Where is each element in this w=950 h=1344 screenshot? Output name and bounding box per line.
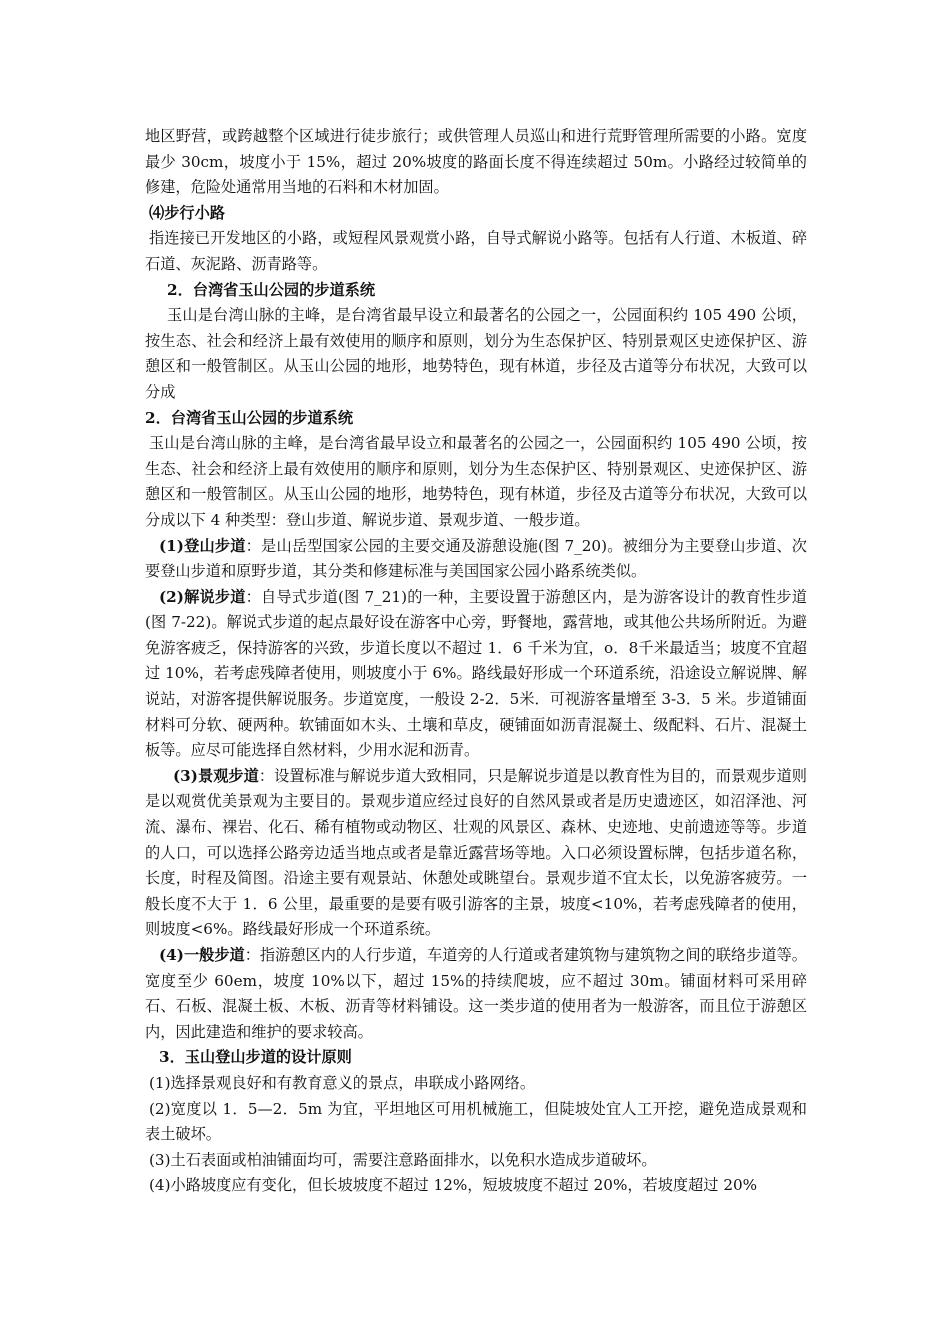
heading-yushan-trail-system-repeat: 2．台湾省玉山公园的步道系统 <box>145 408 354 427</box>
text-mountain-trail: ：是山岳型国家公园的主要交通及游憩设施(图 7_20)。被细分为主要登山步道、次要登山步道和原野步道，其分类和修建标准与美国国家公园小路系统类似。 <box>145 536 807 581</box>
heading-design-principles: 3．玉山登山步道的设计原则 <box>159 1048 352 1067</box>
paragraph-yushan-intro: 玉山是台湾山脉的主峰，是台湾省最早设立和最著名的公园之一，公园面积约 105 490 公顷，按生态、社会和经济上最有效使用的顺序和原则，划分为生态保护区、特别景观区史迹保护区、游憩区和一般管制区。从玉山公园的地形，地势特色，现有林道，步径及古道等分布状况，大致可以分成 <box>145 306 807 401</box>
paragraph-principle-1: (1)选择景观良好和有教育意义的景点，串联成小路网络。 <box>149 1073 536 1092</box>
paragraph-walking-trail-desc: 指连接已开发地区的小路，或短程风景观赏小路，自导式解说小路等。包括有人行道、木板道、碎石道、灰泥路、沥青路等。 <box>145 229 807 273</box>
paragraph-interpretive-trail <box>145 585 807 764</box>
text-scenic-trail: ：设置标准与解说步道大致相同，只是解说步道是以教育性为目的，而景观步道则是以观赏优美景观为主要目的。景观步道应经过良好的自然风景或者是历史遗迹区，如沼泽池、河流、瀑布、裸岩、化石、稀有植物或动物区、壮观的风景区、森林、史迹地、史前遗迹等等。步道的人口，可以选择公路旁边适当地点或者是靠近露营场等地。入口必须设置标牌，包括步道名称，长度，时程及简图。沿途主要有观景站、休憩处或眺望台。景观步道不宜太长，以免游客疲劳。一般长度不大于 1．6 公里，最重要的是要有吸引游客的主景，坡度<10%，若考虑残障者的使用，则坡度<6%。路线最好形成一个环道系统。 <box>145 766 807 939</box>
term-general-trail: (4)一般步道 <box>159 946 245 964</box>
paragraph-mountain-trail <box>145 534 807 585</box>
paragraph-general-trail <box>145 943 807 1045</box>
paragraph-wilderness-trail-desc: 地区野营，或跨越整个区域进行徒步旅行；或供管理人员巡山和进行荒野管理所需要的小路。宽度最少 30cm，坡度小于 15%，超过 20%坡度的路面长度不得连续超过 50m。小路经过较简单的修建，危险处通常用当地的石料和木材加固。 <box>145 127 807 197</box>
paragraph-yushan-intro-full: 玉山是台湾山脉的主峰，是台湾省最早设立和最著名的公园之一，公园面积约 105 490 公顷，按生态、社会和经济上最有效使用的顺序和原则，划分为生态保护区、特别景观区、史迹保护区、游憩区和一般管制区。从玉山公园的地形，地势特色，现有林道，步径及古道等分布状况，大致可以分成以下 4 种类型：登山步道、解说步道、景观步道、一般步道。 <box>145 434 807 529</box>
paragraph-principle-4: (4)小路坡度应有变化，但长坡坡度不超过 12%，短坡坡度不超过 20%，若坡度超过 20% <box>149 1176 758 1195</box>
paragraph-principle-2: (2)宽度以 1．5—2．5m 为宜，平坦地区可用机械施工，但陡坡处宜人工开挖，避免造成景观和表土破坏。 <box>145 1099 807 1144</box>
heading-yushan-trail-system: 2．台湾省玉山公园的步道系统 <box>167 280 376 299</box>
paragraph-principle-3: (3)土石表面或柏油铺面均可，需要注意路面排水，以免积水造成步道破坏。 <box>149 1150 657 1169</box>
text-general-trail: ：指游憩区内的人行步道，车道旁的人行道或者建筑物与建筑物之间的联络步道等。宽度至少 60em，坡度 10%以下，超过 15%的持续爬坡，应不超过 30m。铺面材料可采用碎石、石板、混凝土板、木板、沥青等材料铺设。这一类步道的使用者为一般游客，而且位于游憩区内，因此建造和维护的要求较高。 <box>145 946 807 1041</box>
term-interpretive-trail: (2)解说步道 <box>159 587 246 606</box>
paragraph-scenic-trail <box>145 764 807 943</box>
term-scenic-trail: (3)景观步道 <box>173 766 259 785</box>
document-page <box>145 124 807 1199</box>
heading-walking-trail: ⑷步行小路 <box>149 203 225 222</box>
text-interpretive-trail: ：自导式步道(图 7_21)的一种，主要设置于游憩区内，是为游客设计的教育性步道(图 7-22)。解说式步道的起点最好设在游客中心旁，野餐地，露营地，或其他公共场所附近。为避免游客疲乏，保持游客的兴致，步道长度以不超过 1．6 千米为宜，o．8千米最适当；坡度不宜超过 10%，若考虑残障者使用，则坡度小于 6%。路线最好形成一个环道系统，沿途设立解说牌、解说站，对游客提供解说服务。步道宽度，一般设 2-2．5米．可视游客量增至 3-3．5 米。步道铺面材料可分软、硬两种。软铺面如木头、土壤和草皮，硬铺面如沥青混凝土、级配料、石片、混凝土板等。应尽可能选择自然材料，少用水泥和沥青。 <box>145 587 807 760</box>
term-mountain-trail: (1)登山步道 <box>159 536 246 555</box>
